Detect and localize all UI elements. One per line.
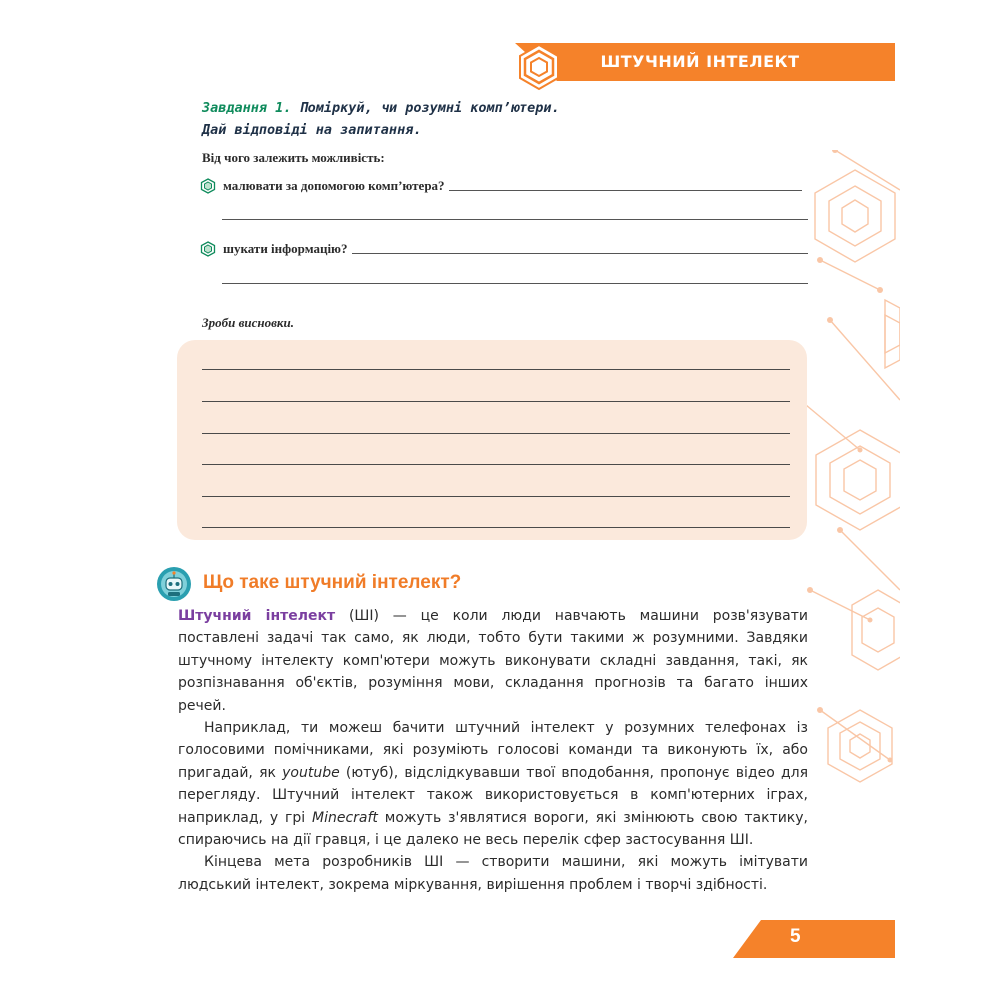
- page-number-tab: [733, 920, 895, 958]
- task-line-1: [202, 97, 802, 119]
- task-number: Завдання 1.: [202, 100, 292, 116]
- ai-term: Штучний інтелект: [178, 608, 336, 624]
- minecraft-term: Minecraft: [312, 809, 378, 826]
- paragraph-2-text-b: (ютуб), відслідкувавши твої вподобання, пропонує відео для перегляду. Штучний інтелект також використовується в комп'ютерних іграх, наприклад, у грі: [178, 764, 808, 826]
- answer-line[interactable]: [202, 464, 790, 465]
- hexagon-bullet-icon: [200, 241, 216, 257]
- conclusions-label: Зроби висновки.: [202, 315, 294, 330]
- question-item-2: [200, 237, 808, 257]
- answer-line[interactable]: [202, 496, 790, 497]
- paragraph-2: [178, 717, 808, 851]
- section-body: [178, 605, 808, 896]
- paragraph-1: [178, 605, 808, 717]
- task-question: Поміркуй, чи розумні комп’ютери.: [291, 100, 560, 116]
- answer-blank-2b[interactable]: [222, 283, 808, 284]
- chapter-header-banner: [515, 43, 895, 81]
- depends-label: Від чого залежить можливість:: [202, 150, 385, 165]
- paragraph-2-text-a: Наприклад, ти можеш бачити штучний інтелект у розумних телефонах із голосовими помічниками, які розуміють голосові команди та виконують їх, або пригадай, як: [178, 720, 808, 781]
- answer-line[interactable]: [202, 401, 790, 402]
- chapter-title: ШТУЧНИЙ ІНТЕЛЕКТ: [600, 52, 800, 71]
- answer-blank-2[interactable]: [352, 253, 809, 254]
- question-text-1: малювати за допомогою комп’ютера?: [223, 178, 445, 193]
- answer-line[interactable]: [202, 369, 790, 370]
- answer-blank-1[interactable]: [449, 190, 802, 191]
- paragraph-2-text-c: можуть з'являтися вороги, які змінюють свою тактику, спираючись на дії гравця, і це далеко не весь перелік сфер застосування ШІ.: [178, 809, 808, 849]
- answer-line[interactable]: [202, 527, 790, 528]
- robot-icon: [156, 566, 192, 602]
- paragraph-3: Кінцева мета розробників ШІ — створити машини, які можуть імітувати людський інтелект, зокрема міркування, вирішення проблем і творчі здібності.: [178, 854, 808, 893]
- answer-line[interactable]: [202, 433, 790, 434]
- question-text-2: шукати інформацію?: [223, 241, 348, 256]
- hexagon-logo-icon: [515, 43, 563, 91]
- section-title: Що таке штучний інтелект?: [203, 572, 462, 593]
- answer-blank-1b[interactable]: [222, 219, 808, 220]
- task-1: [202, 97, 802, 141]
- conclusions-answer-box[interactable]: [177, 340, 807, 540]
- page-number: 5: [790, 926, 801, 947]
- youtube-term: youtube: [282, 764, 340, 781]
- hexagon-bullet-icon: [200, 178, 216, 194]
- paragraph-1-text: (ШІ) — це коли люди навчають машини розв'язувати поставлені задачі так само, як люди, тобто бути такими ж розумними. Завдяки штучному інтелекту комп'ютери можуть виконувати складні завдання, такі, як розпізнавання об'єктів, розуміння мови, складання прогнозів та багато інших речей.: [178, 608, 809, 714]
- task-instruction: Дай відповіді на запитання.: [202, 122, 422, 138]
- question-item-1: [200, 174, 802, 194]
- hexagon-network-decoration: [800, 150, 900, 810]
